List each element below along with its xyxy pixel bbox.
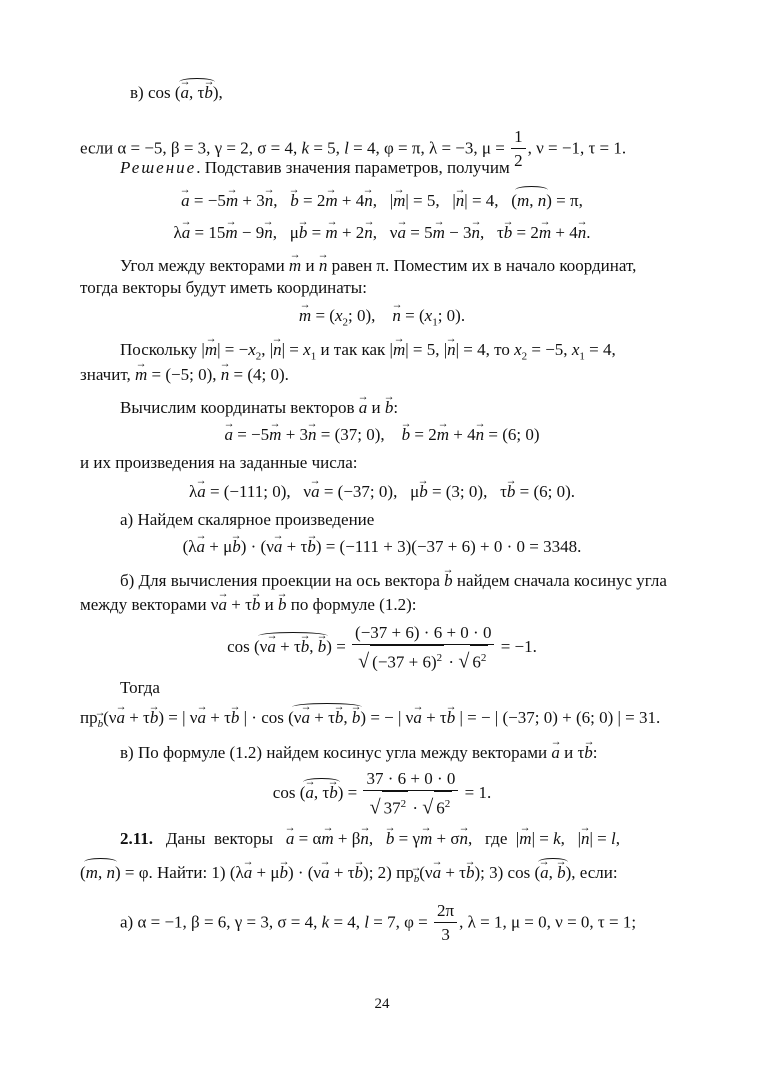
problem-2-11-line-1: 2.11. Даны векторы → a = α→ m + β→ n, → b = γ→ m + σ→ n, где |→ m| = k, |→ n| = l, bbox=[120, 828, 620, 850]
part-v-cos-equation: cos (→ a, τ→ b) = $\frac{37 \cdot 6 + 0 \cdot 0}{√ 37^2 \cdot √ 6^2}$ = 1. bbox=[0, 768, 764, 821]
part-a-equation: (λ→ a + μ→ b) · (ν→ a + τ→ b) = (−111 + 3)(−37 + 6) + 0 · 0 = 3348. bbox=[0, 536, 764, 558]
part-a-text: а) Найдем скалярное произведение bbox=[120, 510, 375, 529]
then-word: Тогда bbox=[120, 678, 160, 697]
part-b-cos-equation: cos (ν→ a + τ→ b, → b) = $\frac{(-37 + 6) \cdot 6 + 0 \cdot 0}{√ (-37 + 6)^2 \cdot √ 6^2}$ = −1. bbox=[0, 622, 764, 675]
solution-equation-2: λ→ a = 15→ m − 9→ n, μ→ b = → m + 2→ n, ν→ a = 5→ m − 3→ n, τ→ b = 2→ m + 4→ n. bbox=[0, 222, 764, 244]
solution-word: Решение bbox=[120, 158, 197, 177]
projection-equation: пр→ $_b$(ν→ a + τ→ b) = | ν→ a + τ→ b | · cos (ν→ a + τ→ b, → b) = − | ν→ a + τ→ b | = − | (−37; 0) + (6; 0) | = 31. bbox=[80, 707, 660, 735]
part-v-line-1: в) По формуле (1.2) найдем косинус угла между векторами → a и τ→ b: bbox=[120, 742, 598, 764]
coords-paragraph-line-2: и их произведения на заданные числа: bbox=[80, 453, 358, 472]
solution-intro: Решение. Подставив значения параметров, получим bbox=[120, 158, 510, 177]
coordinates-equation: → $m = (x_2$; 0), → $n = (x_1$; 0). bbox=[0, 305, 764, 333]
since-paragraph-line-1: Поскольку |→ $m| = -x_2$, |→ $n| = x_1$ и так как |→ m| = 5, |→ n| = 4, то $x_2 = -5$, $x_1 = 4$, bbox=[120, 339, 616, 367]
angle-paragraph-line-2: тогда векторы будут иметь координаты: bbox=[80, 278, 367, 297]
parameters-line: если α = −5, β = 3, γ = 2, σ = 4, k = 5, l = 4, φ = π, λ = −3, μ = $\frac{1}{2}$ , ν = −1, τ = 1. bbox=[80, 127, 627, 170]
page-number: 24 bbox=[374, 996, 390, 1012]
products-equation: λ→ a = (−111; 0), ν→ a = (−37; 0), μ→ b = (3; 0), τ→ b = (6; 0). bbox=[0, 481, 764, 503]
problem-2-11-line-2: (m, n) = φ. Найти: 1) (λ→ a + μ→ b) · (ν→ a + τ→ b); 2) пр→ $_b$(ν→ a + τ→ b); 3) cos (→ a, → b), если: bbox=[80, 862, 618, 890]
problem-number: 2.11. bbox=[120, 829, 154, 848]
solution-equation-1: → a = −5→ m + 3→ n, → b = 2→ m + 4→ n, |→ m| = 5, |→ n| = 4, (m, n) = π, bbox=[0, 190, 764, 212]
angle-paragraph-line-1: Угол между векторами → m и → n равен π. Поместим их в начало координат, bbox=[120, 255, 636, 277]
coords-paragraph-line-1: Вычислим координаты векторов → a и → b: bbox=[120, 397, 398, 419]
section-v-heading: в) cos (→ a, τ→ b), bbox=[130, 82, 223, 104]
part-b-line-2: между векторами ν→ a + τ→ b и → b по формуле (1.2): bbox=[80, 594, 416, 616]
coords-equation: → a = −5→ m + 3→ n = (37; 0), → b = 2→ m + 4→ n = (6; 0) bbox=[0, 424, 764, 446]
since-paragraph-line-2: значит, → m = (−5; 0), → n = (4; 0). bbox=[80, 364, 289, 386]
part-b-line-1: б) Для вычисления проекции на ось вектора → b найдем сначала косинус угла bbox=[120, 570, 667, 592]
problem-2-11-line-3: а) α = −1, β = 6, γ = 3, σ = 4, k = 4, l = 7, φ = $\frac{2\pi}{3}$ , λ = 1, μ = 0, ν = 0, τ = 1; bbox=[120, 901, 637, 944]
